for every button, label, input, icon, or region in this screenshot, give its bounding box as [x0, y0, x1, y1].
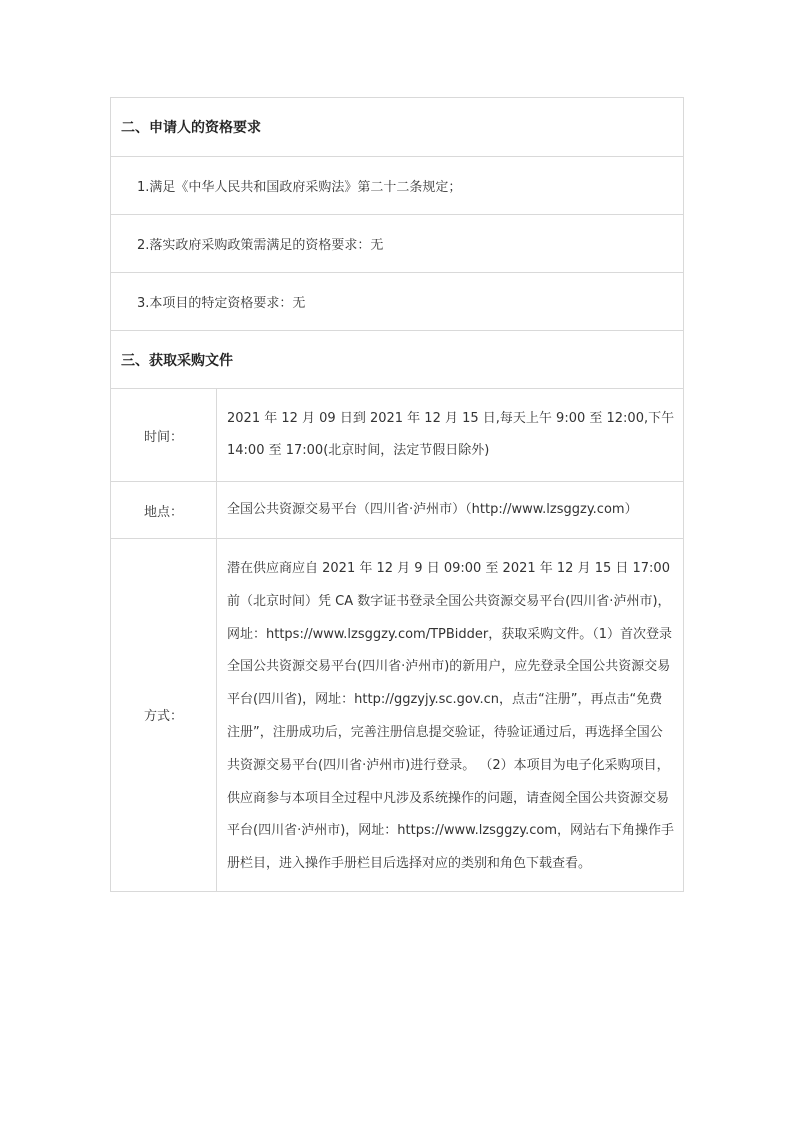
requirement-text: 3.本项目的特定资格要求：无 [137, 296, 306, 311]
procurement-info-table [110, 97, 684, 892]
method-label: 方式： [111, 539, 217, 891]
time-label: 时间： [111, 389, 217, 481]
list-item [111, 272, 683, 330]
section-heading-qualifications [111, 98, 683, 156]
document-page [110, 97, 684, 892]
section-title: 三、获取采购文件 [121, 352, 233, 369]
list-item [111, 214, 683, 272]
section-heading-documents [111, 330, 683, 388]
table-row-place [111, 481, 683, 538]
place-label: 地点： [111, 482, 217, 538]
table-row-time [111, 388, 683, 481]
time-value: 2021 年 12 月 09 日到 2021 年 12 月 15 日,每天上午 9:00 至 12:00,下午 14:00 至 17:00(北京时间，法定节假日除外) [227, 411, 675, 458]
requirement-text: 1.满足《中华人民共和国政府采购法》第二十二条规定； [137, 180, 462, 195]
method-value: 潜在供应商应自 2021 年 12 月 9 日 09:00 至 2021 年 12 月 15 日 17:00 前（北京时间）凭 CA 数字证书登录全国公共资源交易平台(四川省·泸州市)，网址：https://www.lzsggzy.com/TPBidder，获取采购文件。（1）首次登录全国公共资源交易平台(四川省·泸州市)的新用户，应先登录全国公共资源交易平台(四川省)，网址：http://ggzyjy.sc.gov.cn，点击“注册”，再点击“免费注册”，注册成功后，完善注册信息提交验证，待验证通过后，再选择全国公共资源交易平台(四川省·泸州市)进行登录。 （2）本项目为电子化采购项目，供应商参与本项目全过程中凡涉及系统操作的问题，请查阅全国公共资源交易平台(四川省·泸州市)，网址：https://www.lzsggzy.com，网站右下角操作手册栏目，进入操作手册栏目后选择对应的类别和角色下载查看。 [227, 561, 674, 872]
list-item [111, 156, 683, 214]
table-row-method [111, 538, 683, 891]
place-value: 全国公共资源交易平台（四川省·泸州市）（http://www.lzsggzy.com） [227, 502, 638, 517]
requirement-text: 2.落实政府采购政策需满足的资格要求：无 [137, 238, 384, 253]
section-title: 二、申请人的资格要求 [121, 120, 261, 136]
